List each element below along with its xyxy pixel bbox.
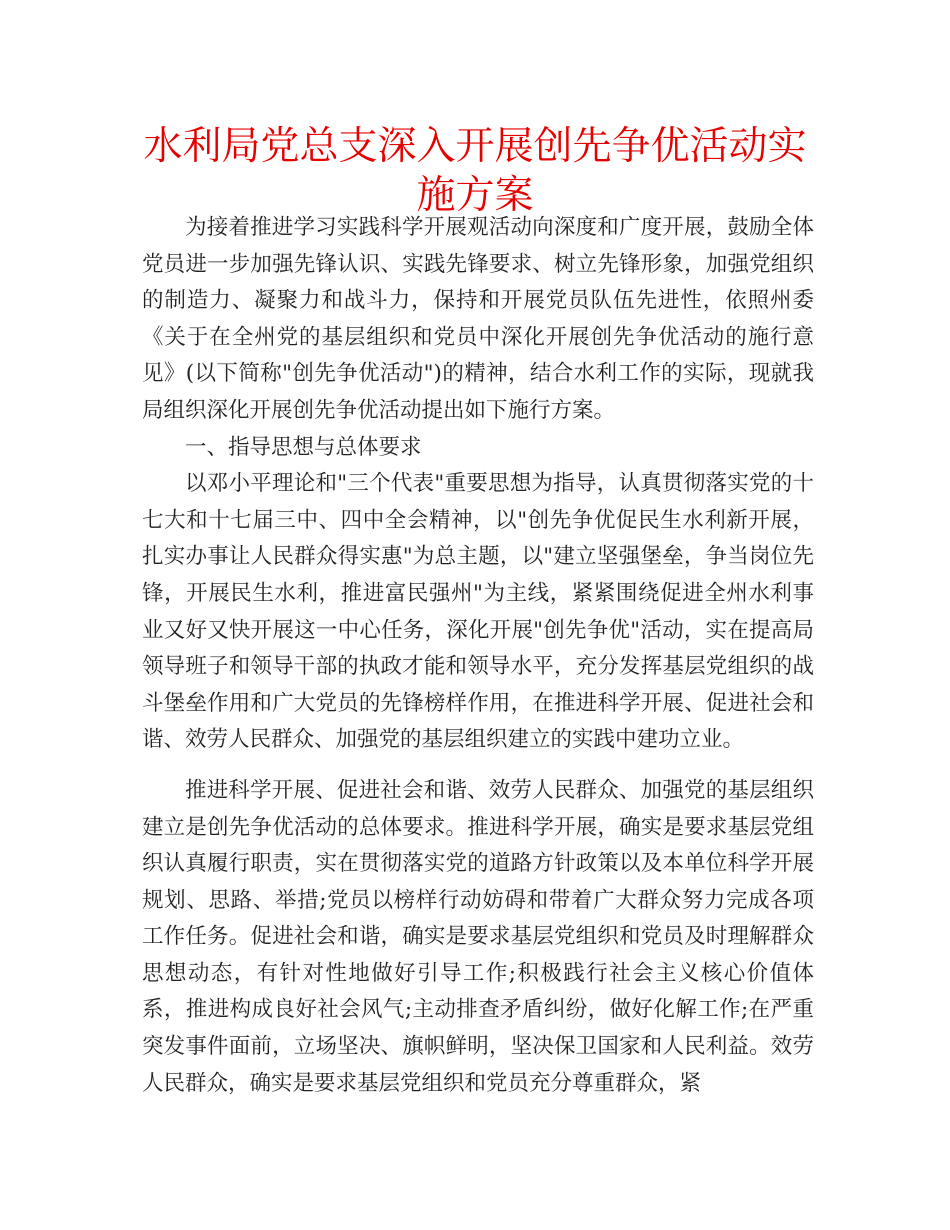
document-title: 水利局党总支深入开展创先争优活动实施方案 xyxy=(143,124,807,218)
paragraph-overall-requirements: 推进科学开展、促进社会和谐、效劳人民群众、加强党的基层组织建立是创先争优活动的总体要求。推进科学开展，确实是要求基层党组织认真履行职责，实在贯彻落实党的道路方针政策以及本单位科学开展规划、思路、举措;党员以榜样行动妨碍和带着广大群众努力完成各项工作任务。促进社会和谐，确实是要求基层党组织和党员及时理解群众思想动态，有针对性地做好引导工作;积极践行社会主义核心价值体系，推进构成良好社会风气;主动排查矛盾纠纷，做好化解工作;在严重突发事件面前，立场坚决、旗帜鲜明，坚决保卫国家和人民利益。效劳人民群众，确实是要求基层党组织和党员充分尊重群众，紧 xyxy=(142,777,814,1096)
paragraph-guiding-thought: 以邓小平理论和"三个代表"重要思想为指导，认真贯彻落实党的十七大和十七届三中、四中全会精神，以"创先争优促民生水利新开展，扎实办事让人民群众得实惠"为总主题，以"建立坚强堡垒，争当岗位先锋，开展民生水利，推进富民强州"为主线，紧紧围绕促进全州水利事业又好又快开展这一中心任务，深化开展"创先争优"活动，实在提高局领导班子和领导干部的执政才能和领导水平，充分发挥基层党组织的战斗堡垒作用和广大党员的先锋榜样作用，在推进科学开展、促进社会和谐、效劳人民群众、加强党的基层组织建立的实践中建功立业。 xyxy=(142,471,814,753)
section-heading-1: 一、指导思想与总体要求 xyxy=(185,434,422,460)
document-body xyxy=(142,210,814,1102)
paragraph-intro: 为接着推进学习实践科学开展观活动向深度和广度开展，鼓励全体党员进一步加强先锋认识、实践先锋要求、树立先锋形象，加强党组织的制造力、凝聚力和战斗力，保持和开展党员队伍先进性，依照州委《关于在全州党的基层组织和党员中深化开展创先争优活动的施行意见》(以下简称"创先争优活动")的精神，结合水利工作的实际，现就我局组织深化开展创先争优活动提出如下施行方案。 xyxy=(142,215,814,423)
